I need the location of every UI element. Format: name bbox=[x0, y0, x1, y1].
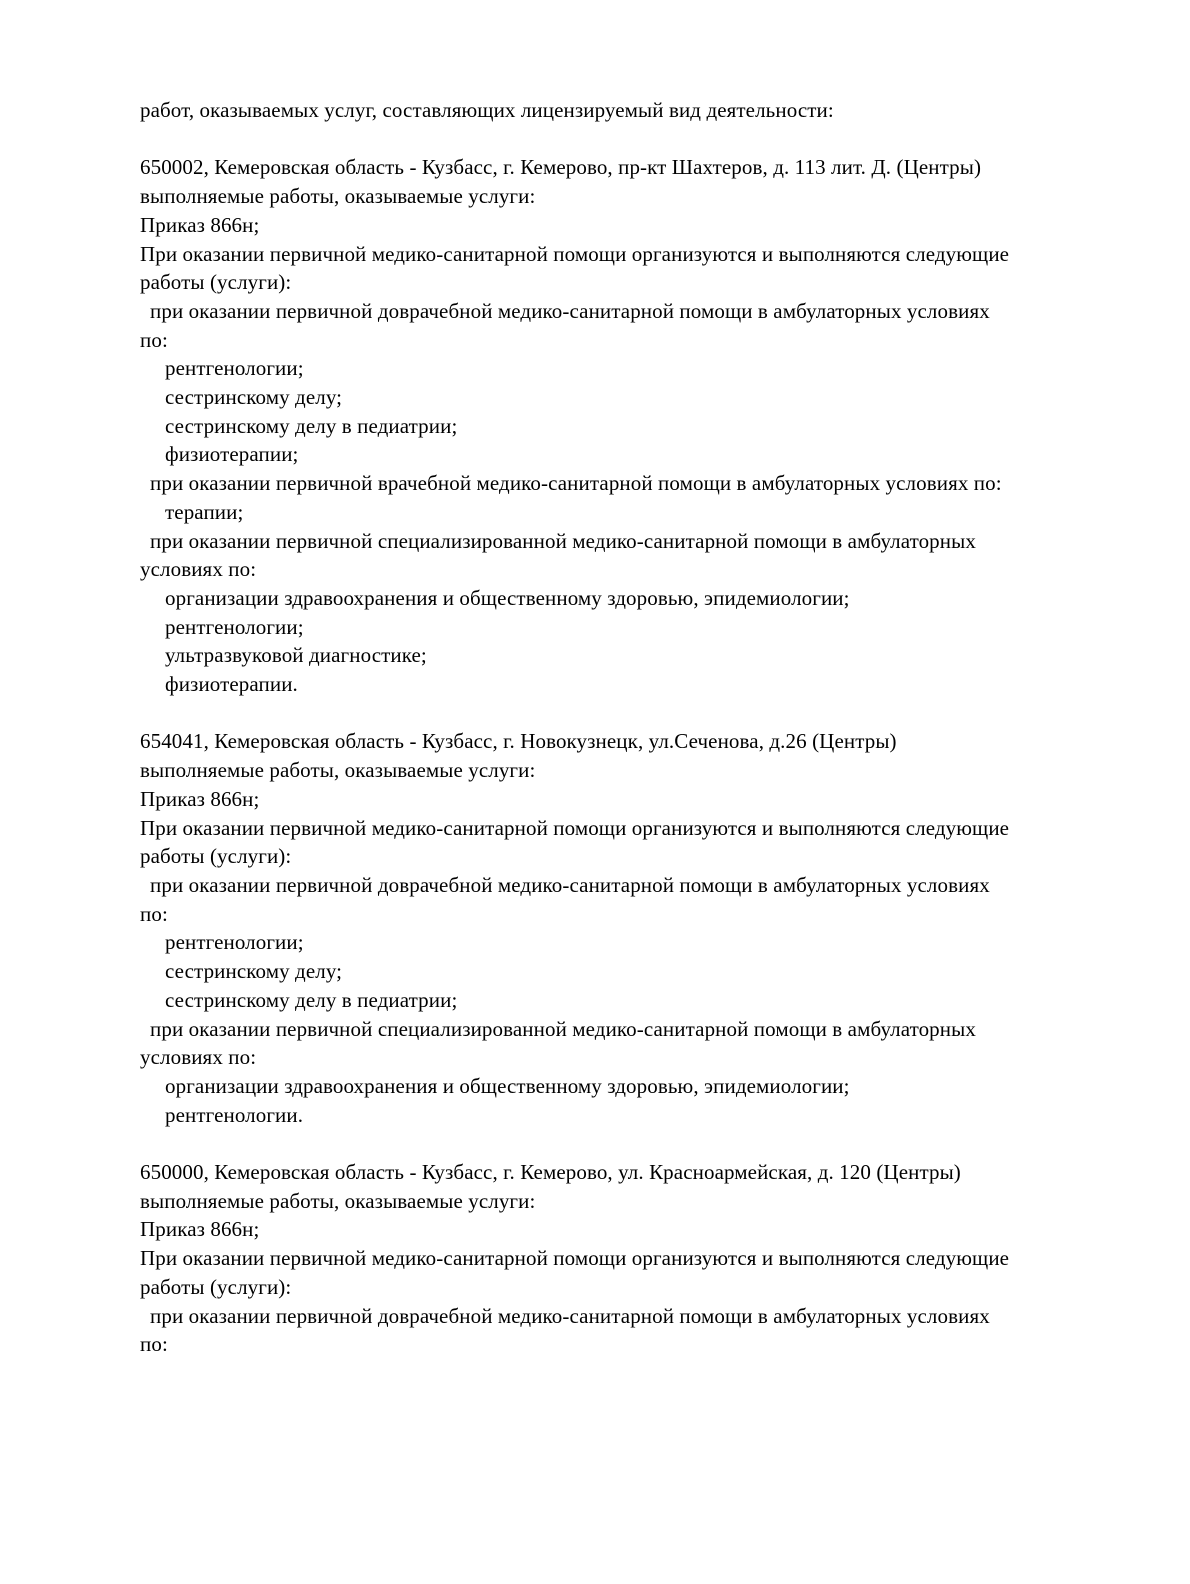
document-line: при оказании первичной специализированной медико-санитарной помощи в амбулаторных bbox=[150, 528, 976, 553]
document-line: ультразвуковой диагностике; bbox=[165, 643, 427, 668]
document-line: условиях по: bbox=[140, 557, 257, 582]
document-line: условиях по: bbox=[140, 1045, 257, 1070]
document-line: выполняемые работы, оказываемые услуги: bbox=[140, 1188, 536, 1213]
document-line: работы (услуги): bbox=[140, 844, 292, 869]
document-line: работы (услуги): bbox=[140, 270, 292, 295]
document-line: выполняемые работы, оказываемые услуги: bbox=[140, 758, 536, 783]
document-line: рентгенологии; bbox=[165, 356, 304, 381]
document-line: Приказ 866н; bbox=[140, 1217, 260, 1242]
document-line: рентгенологии; bbox=[165, 930, 304, 955]
document-line: терапии; bbox=[165, 499, 244, 524]
document-line: работ, оказываемых услуг, составляющих лицензируемый вид деятельности: bbox=[140, 98, 834, 122]
document-line: при оказании первичной врачебной медико-санитарной помощи в амбулаторных условиях по: bbox=[150, 471, 1002, 496]
document-line: по: bbox=[140, 901, 168, 926]
document-line: при оказании первичной доврачебной медико-санитарной помощи в амбулаторных условиях bbox=[150, 872, 990, 897]
blank-line bbox=[140, 125, 1110, 154]
document-line: при оказании первичной доврачебной медико-санитарной помощи в амбулаторных условиях bbox=[150, 298, 990, 323]
document-line: При оказании первичной медико-санитарной помощи организуются и выполняются следующие bbox=[140, 1246, 1010, 1271]
document-line: сестринскому делу в педиатрии; bbox=[165, 987, 458, 1012]
document-line: Приказ 866н; bbox=[140, 212, 260, 237]
document-line: Приказ 866н; bbox=[140, 786, 260, 811]
document-line: физиотерапии. bbox=[165, 672, 298, 697]
document-line: по: bbox=[140, 1332, 168, 1357]
document-line: организации здравоохранения и общественному здоровью, эпидемиологии; bbox=[165, 585, 850, 610]
blank-line bbox=[140, 1129, 1110, 1158]
blank-line bbox=[140, 699, 1110, 728]
document-line: работы (услуги): bbox=[140, 1274, 292, 1299]
document-line: 650002, Кемеровская область - Кузбасс, г. Кемерово, пр-кт Шахтеров, д. 113 лит. Д. (Центры) bbox=[140, 155, 982, 180]
document-line: сестринскому делу в педиатрии; bbox=[165, 413, 458, 438]
document-line: физиотерапии; bbox=[165, 442, 299, 467]
document-line: При оказании первичной медико-санитарной помощи организуются и выполняются следующие bbox=[140, 815, 1010, 840]
document-line: организации здравоохранения и общественному здоровью, эпидемиологии; bbox=[165, 1073, 850, 1098]
document-line: сестринскому делу; bbox=[165, 385, 343, 410]
document-line: При оказании первичной медико-санитарной помощи организуются и выполняются следующие bbox=[140, 241, 1010, 266]
document-line: 650000, Кемеровская область - Кузбасс, г. Кемерово, ул. Красноармейская, д. 120 (Центры) bbox=[140, 1160, 961, 1185]
document-line: 654041, Кемеровская область - Кузбасс, г. Новокузнецк, ул.Сеченова, д.26 (Центры) bbox=[140, 729, 897, 754]
document-body bbox=[140, 96, 1110, 1359]
document-line: рентгенологии; bbox=[165, 614, 304, 639]
document-line: при оказании первичной доврачебной медико-санитарной помощи в амбулаторных условиях bbox=[150, 1303, 990, 1328]
document-line: сестринскому делу; bbox=[165, 959, 343, 984]
document-line: выполняемые работы, оказываемые услуги: bbox=[140, 184, 536, 209]
document-line: рентгенологии. bbox=[165, 1102, 304, 1127]
document-line: по: bbox=[140, 327, 168, 352]
document-line: при оказании первичной специализированной медико-санитарной помощи в амбулаторных bbox=[150, 1016, 976, 1041]
